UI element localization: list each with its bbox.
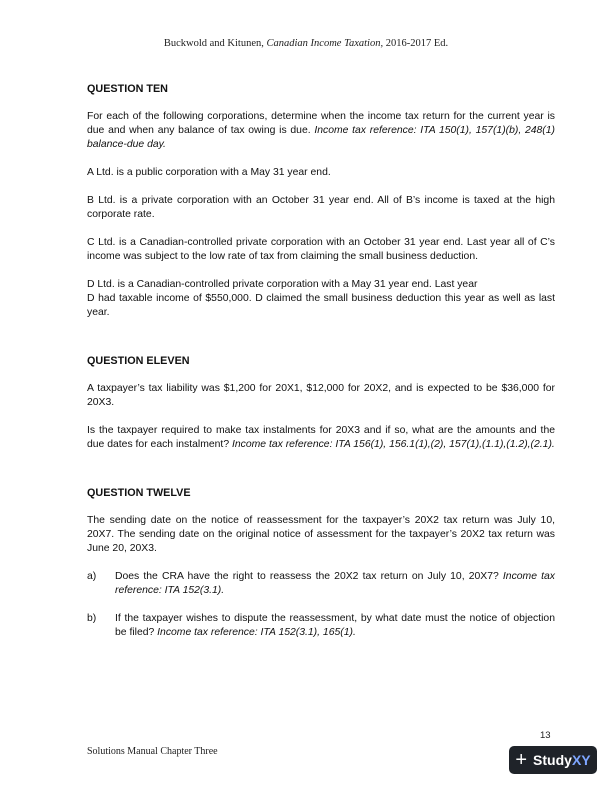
question-ten-b: B Ltd. is a private corporation with an October 31 year end. All of B’s income is taxed at the high corporate rate. — [87, 195, 555, 220]
question-twelve-item-b — [87, 612, 555, 640]
item-a-question: Does the CRA have the right to reassess the 20X2 tax return on July 10, 20X7? — [115, 571, 503, 582]
question-ten-reference: Income tax reference: ITA 150(1), 157(1)(b), 248(1) balance-due day. — [87, 125, 556, 150]
footer-manual-title: Solutions Manual Chapter Three — [87, 746, 218, 757]
page-number: 13 — [540, 730, 551, 741]
question-ten-d — [87, 278, 555, 320]
question-twelve-item-a — [87, 570, 555, 598]
header-edition: 2016-2017 Ed. — [383, 38, 449, 49]
logo-xy: XY — [571, 752, 591, 768]
item-b-question: If the taxpayer wishes to dispute the reassessment, by what date must the notice of objection be filed? — [115, 613, 555, 638]
item-a-label: a) — [87, 571, 97, 582]
header-authors: Buckwold and Kitunen, — [163, 38, 267, 49]
item-b-text — [115, 612, 555, 640]
question-ten-c: C Ltd. is a Canadian-controlled private corporation with an October 31 year end. Last year all of C’s income was subject to the low rate of tax from claiming the small business deduction. — [87, 237, 555, 262]
page-content — [87, 82, 555, 640]
logo-text — [533, 752, 591, 768]
question-eleven-p2 — [87, 424, 555, 452]
plus-icon: + — [515, 749, 528, 771]
logo-study: Study — [533, 752, 572, 768]
question-ten-d-line2: D had taxable income of $550,000. D claimed the small business deduction this year as well as last year. — [87, 293, 555, 318]
studyxy-logo[interactable] — [509, 746, 597, 774]
question-twelve-p1: The sending date on the notice of reassessment for the taxpayer’s 20X2 tax return was July 10, 20X7. The sending date on the original notice of assessment for the taxpayer’s 20X2 tax return was June 20, 20X3. — [87, 515, 555, 554]
question-ten-d-line1: D Ltd. is a Canadian-controlled private corporation with a May 31 year end. Last year — [87, 279, 478, 290]
question-twelve-heading: QUESTION TWELVE — [87, 487, 191, 499]
question-eleven-reference: Income tax reference: ITA 156(1), 156.1(1),(2), 157(1),(1.1),(1.2),(2.1). — [231, 439, 555, 450]
question-eleven-heading: QUESTION ELEVEN — [87, 355, 190, 367]
question-ten-intro — [87, 110, 555, 152]
question-eleven-p1: A taxpayer’s tax liability was $1,200 for 20X1, $12,000 for 20X2, and is expected to be $36,000 for 20X3. — [87, 383, 555, 408]
item-a-reference: Income tax reference: ITA 152(3.1). — [115, 571, 555, 596]
header-book-title: Canadian Income Taxation, — [266, 38, 384, 49]
item-b-label: b) — [87, 613, 97, 624]
item-a-text — [115, 570, 555, 598]
page-header — [0, 38, 612, 49]
question-eleven-p2-text: Is the taxpayer required to make tax instalments for 20X3 and if so, what are the amounts and the due dates for each instalment? — [87, 425, 555, 450]
question-ten-a: A Ltd. is a public corporation with a May 31 year end. — [87, 167, 331, 178]
item-b-reference: Income tax reference: ITA 152(3.1), 165(1). — [157, 627, 356, 638]
question-ten-heading: QUESTION TEN — [87, 83, 168, 95]
question-ten-intro-text: For each of the following corporations, determine when the income tax return for the current year is due and when any balance of tax owing is due. — [87, 111, 555, 136]
